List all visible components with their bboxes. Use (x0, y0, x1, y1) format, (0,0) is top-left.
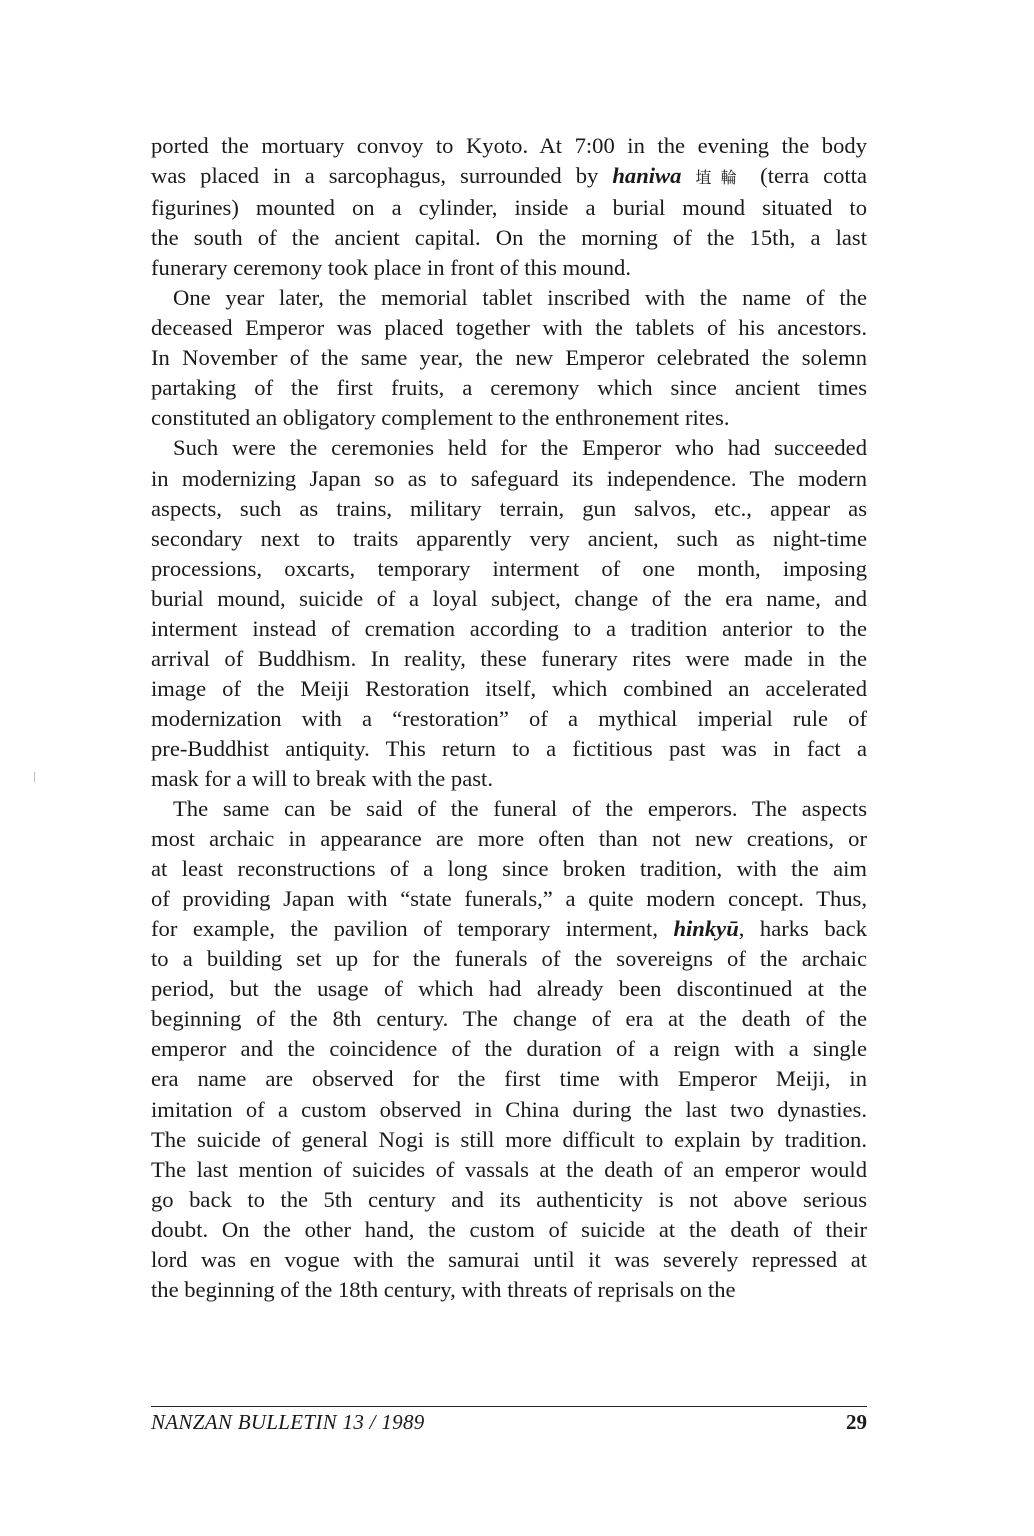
text-line: processions, oxcarts, temporary interment of one month, imposing (151, 555, 867, 581)
text-line: go back to the 5th century and its authenticity is not above serious (151, 1186, 867, 1212)
text-line: In November of the same year, the new Emperor celebrated the solemn (151, 345, 867, 371)
text-line: arrival of Buddhism. In reality, these funerary rites were made in the (151, 645, 867, 671)
text-line: was placed in a sarcophagus, surrounded by haniwa 埴輪 (terra cotta (151, 163, 867, 189)
text-line: constituted an obligatory complement to the enthronement rites. (151, 405, 730, 431)
text-line: beginning of the 8th century. The change of era at the death of the (151, 1006, 867, 1032)
text-line: ported the mortuary convoy to Kyoto. At 7:00 in the evening the body (151, 133, 867, 158)
footer-rule (151, 1406, 867, 1407)
text-line: of providing Japan with “state funerals,” a quite modern concept. Thus, (151, 886, 867, 912)
paragraph (151, 794, 867, 1305)
text-line: for example, the pavilion of temporary interment, hinkyū, harks back (151, 916, 867, 942)
text-line: period, but the usage of which had already been discontinued at the (151, 976, 867, 1002)
text-line: image of the Meiji Restoration itself, which combined an accelerated (151, 675, 867, 701)
text-line: in modernizing Japan so as to safeguard its independence. The modern (151, 465, 867, 491)
text-line: modernization with a “restoration” of a mythical imperial rule of (151, 705, 867, 731)
text-line: the beginning of the 18th century, with threats of reprisals on the (151, 1276, 736, 1302)
paragraph (151, 131, 867, 283)
italic-term: haniwa (612, 163, 682, 189)
text-line: era name are observed for the first time with Emperor Meiji, in (151, 1066, 867, 1092)
scan-mark (34, 772, 35, 782)
footer (151, 1410, 867, 1440)
italic-term: hinkyū (673, 916, 739, 942)
journal-title: NANZAN BULLETIN 13 / 1989 (151, 1410, 425, 1434)
paragraph (151, 283, 867, 433)
text-line: at least reconstructions of a long since broken tradition, with the aim (151, 856, 867, 882)
main-text (151, 131, 867, 1305)
text-line: funerary ceremony took place in front of this mound. (151, 255, 631, 281)
text-line: emperor and the coincidence of the duration of a reign with a single (151, 1036, 867, 1062)
text-line: most archaic in appearance are more often than not new creations, or (151, 826, 867, 852)
text-line: burial mound, suicide of a loyal subject, change of the era name, and (151, 585, 867, 611)
text-line: aspects, such as trains, military terrain, gun salvos, etc., appear as (151, 495, 867, 521)
text-line: deceased Emperor was placed together with the tablets of his ancestors. (151, 315, 867, 341)
text-line: interment instead of cremation according to a tradition anterior to the (151, 615, 867, 641)
text-line: imitation of a custom observed in China during the last two dynasties. (151, 1096, 867, 1122)
text-line: secondary next to traits apparently very ancient, such as night-time (151, 525, 867, 551)
text-line: mask for a will to break with the past. (151, 765, 493, 791)
text-line: The suicide of general Nogi is still more difficult to explain by tradition. (151, 1126, 867, 1152)
text-line: The same can be said of the funeral of the emperors. The aspects (173, 796, 867, 822)
text-line: figurines) mounted on a cylinder, inside a burial mound situated to (151, 195, 867, 221)
text-line: pre-Buddhist antiquity. This return to a fictitious past was in fact a (151, 735, 867, 761)
text-line: the south of the ancient capital. On the morning of the 15th, a last (151, 225, 867, 251)
page-number: 29 (846, 1410, 867, 1434)
text-line: partaking of the first fruits, a ceremony which since ancient times (151, 375, 867, 401)
text-line: lord was en vogue with the samurai until it was severely repressed at (151, 1246, 867, 1272)
text-line: Such were the ceremonies held for the Emperor who had succeeded (173, 435, 867, 461)
text-line: to a building set up for the funerals of the sovereigns of the archaic (151, 946, 867, 972)
text-line: doubt. On the other hand, the custom of suicide at the death of their (151, 1216, 867, 1242)
text-line: The last mention of suicides of vassals at the death of an emperor would (151, 1156, 867, 1182)
paragraph (151, 433, 867, 794)
kanji-text: 埴輪 (695, 168, 747, 188)
text-line: One year later, the memorial tablet inscribed with the name of the (173, 285, 867, 311)
